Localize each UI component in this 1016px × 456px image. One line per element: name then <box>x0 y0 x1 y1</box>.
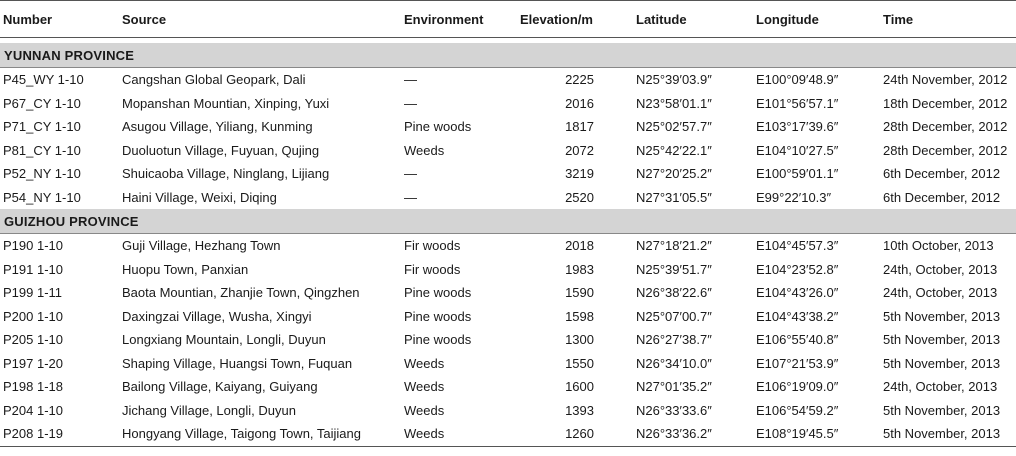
header-latitude: Latitude <box>633 1 753 38</box>
cell-time: 18th December, 2012 <box>883 95 1008 111</box>
cell-source: Mopanshan Mountian, Xinping, Yuxi <box>122 95 330 111</box>
cell-time: 5th November, 2013 <box>883 332 1001 348</box>
cell-environment: Weeds <box>401 422 520 446</box>
cell-environment: Pine woods <box>404 119 472 135</box>
cell-elevation: 2016 <box>565 95 594 111</box>
cell-number: P54_NY 1-10 <box>3 189 81 205</box>
cell-source: Bailong Village, Kaiyang, Guiyang <box>122 379 318 395</box>
cell-elevation: 1600 <box>565 379 594 395</box>
cell-environment: Fir woods <box>404 238 461 254</box>
cell-elevation: 1393 <box>565 402 594 418</box>
header-source: Source <box>119 1 401 38</box>
cell-source: Duoluotun Village, Fuyuan, Qujing <box>122 142 320 158</box>
table-row <box>0 352 1016 376</box>
cell-source: Baota Mountian, Zhanjie Town, Qingzhen <box>122 285 360 301</box>
cell-source: Asugou Village, Yiliang, Kunming <box>122 119 313 135</box>
cell-latitude: N27°01′35.2″ <box>636 379 712 395</box>
cell-environment: Weeds <box>404 379 445 395</box>
cell-time: 28th December, 2012 <box>883 119 1008 135</box>
cell-longitude: E106°54′59.2″ <box>756 402 839 418</box>
section-row <box>0 209 1016 234</box>
cell-latitude: N25°39′51.7″ <box>636 261 712 277</box>
cell-elevation: 2520 <box>565 189 594 205</box>
cell-elevation: 1260 <box>520 422 633 446</box>
table-header <box>0 1 1016 38</box>
table-row <box>0 305 1016 329</box>
cell-source: Daxingzai Village, Wusha, Xingyi <box>122 308 312 324</box>
cell-number: P199 1-11 <box>3 285 63 301</box>
cell-source: Guji Village, Hezhang Town <box>122 238 281 254</box>
cell-elevation: 1598 <box>565 308 594 324</box>
cell-latitude: N27°20′25.2″ <box>636 166 712 182</box>
cell-longitude: E104°43′38.2″ <box>756 308 839 324</box>
cell-longitude: E99°22′10.3″ <box>756 189 832 205</box>
section-title: GUIZHOU PROVINCE <box>0 209 1016 234</box>
cell-elevation: 1983 <box>565 261 594 277</box>
cell-longitude: E104°10′27.5″ <box>756 142 839 158</box>
cell-environment: — <box>404 166 417 182</box>
cell-longitude: E104°23′52.8″ <box>756 261 839 277</box>
cell-time: 24th, October, 2013 <box>883 379 998 395</box>
cell-elevation: 2225 <box>565 72 594 88</box>
cell-source: Jichang Village, Longli, Duyun <box>122 402 296 418</box>
cell-source: Longxiang Mountain, Longli, Duyun <box>122 332 326 348</box>
cell-time: 24th, October, 2013 <box>883 285 998 301</box>
table-row <box>0 422 1016 446</box>
cell-time: 24th, October, 2013 <box>883 261 998 277</box>
cell-latitude: N27°31′05.5″ <box>636 189 712 205</box>
cell-number: P191 1-10 <box>3 261 63 277</box>
cell-source: Shuicaoba Village, Ninglang, Lijiang <box>122 166 330 182</box>
cell-longitude: E104°45′57.3″ <box>756 238 839 254</box>
cell-number: P71_CY 1-10 <box>3 119 81 135</box>
cell-environment: — <box>404 95 417 111</box>
header-row <box>0 1 1016 38</box>
cell-environment: Weeds <box>404 355 445 371</box>
section-title: YUNNAN PROVINCE <box>0 43 1016 68</box>
cell-longitude: E101°56′57.1″ <box>756 95 839 111</box>
table-row <box>0 115 1016 139</box>
table-row <box>0 139 1016 163</box>
cell-time: 24th November, 2012 <box>883 72 1008 88</box>
cell-time: 5th November, 2013 <box>880 422 1016 446</box>
header-time: Time <box>880 1 1016 38</box>
cell-number: P190 1-10 <box>3 238 63 254</box>
cell-elevation: 1590 <box>565 285 594 301</box>
table-row <box>0 281 1016 305</box>
cell-time: 10th October, 2013 <box>883 238 994 254</box>
cell-longitude: E100°59′01.1″ <box>756 166 839 182</box>
section-row <box>0 43 1016 68</box>
cell-source: Haini Village, Weixi, Diqing <box>122 189 277 205</box>
cell-latitude: N25°02′57.7″ <box>636 119 712 135</box>
cell-source: Cangshan Global Geopark, Dali <box>122 72 306 88</box>
cell-latitude: N26°27′38.7″ <box>636 332 712 348</box>
cell-longitude: E106°55′40.8″ <box>756 332 839 348</box>
header-elevation: Elevation/m <box>520 1 633 38</box>
cell-elevation: 1817 <box>565 119 594 135</box>
cell-latitude: N25°42′22.1″ <box>636 142 712 158</box>
cell-time: 5th November, 2013 <box>883 355 1001 371</box>
cell-longitude: E106°19′09.0″ <box>756 379 839 395</box>
cell-latitude: N26°38′22.6″ <box>636 285 712 301</box>
table-row <box>0 186 1016 210</box>
cell-environment: Pine woods <box>404 332 472 348</box>
cell-longitude: E100°09′48.9″ <box>756 72 839 88</box>
cell-elevation: 2018 <box>565 238 594 254</box>
cell-time: 6th December, 2012 <box>883 166 1001 182</box>
cell-number: P204 1-10 <box>3 402 63 418</box>
table-row <box>0 328 1016 352</box>
table-row <box>0 234 1016 258</box>
header-longitude: Longitude <box>753 1 880 38</box>
cell-source: Hongyang Village, Taigong Town, Taijiang <box>119 422 401 446</box>
table-row <box>0 399 1016 423</box>
cell-elevation: 3219 <box>565 166 594 182</box>
cell-number: P45_WY 1-10 <box>3 72 84 88</box>
table-row <box>0 92 1016 116</box>
cell-number: P205 1-10 <box>3 332 63 348</box>
header-number: Number <box>0 1 119 38</box>
cell-source: Huopu Town, Panxian <box>122 261 249 277</box>
cell-longitude: E104°43′26.0″ <box>756 285 839 301</box>
cell-longitude: E107°21′53.9″ <box>756 355 839 371</box>
cell-latitude: N26°34′10.0″ <box>636 355 712 371</box>
cell-latitude: N25°39′03.9″ <box>636 72 712 88</box>
cell-time: 5th November, 2013 <box>883 308 1001 324</box>
cell-environment: Pine woods <box>404 308 472 324</box>
cell-longitude: E108°19′45.5″ <box>753 422 880 446</box>
table-row <box>0 68 1016 92</box>
cell-longitude: E103°17′39.6″ <box>756 119 839 135</box>
header-environment: Environment <box>401 1 520 38</box>
table-row <box>0 375 1016 399</box>
cell-latitude: N27°18′21.2″ <box>636 238 712 254</box>
cell-environment: — <box>404 189 417 205</box>
cell-number: P52_NY 1-10 <box>3 166 81 182</box>
cell-latitude: N25°07′00.7″ <box>636 308 712 324</box>
cell-number: P200 1-10 <box>3 308 63 324</box>
cell-environment: — <box>404 72 417 88</box>
cell-environment: Weeds <box>404 402 445 418</box>
table-row <box>0 258 1016 282</box>
cell-latitude: N23°58′01.1″ <box>636 95 712 111</box>
cell-time: 5th November, 2013 <box>883 402 1001 418</box>
cell-latitude: N26°33′36.2″ <box>633 422 753 446</box>
cell-elevation: 2072 <box>565 142 594 158</box>
cell-environment: Fir woods <box>404 261 461 277</box>
table-body <box>0 38 1016 447</box>
cell-time: 28th December, 2012 <box>883 142 1008 158</box>
cell-number: P67_CY 1-10 <box>3 95 81 111</box>
cell-number: P208 1-19 <box>0 422 119 446</box>
cell-number: P197 1-20 <box>3 355 63 371</box>
cell-environment: Weeds <box>404 142 445 158</box>
cell-number: P198 1-18 <box>3 379 63 395</box>
cell-number: P81_CY 1-10 <box>3 142 81 158</box>
cell-time: 6th December, 2012 <box>883 189 1001 205</box>
cell-source: Shaping Village, Huangsi Town, Fuquan <box>122 355 353 371</box>
cell-latitude: N26°33′33.6″ <box>636 402 712 418</box>
cell-elevation: 1300 <box>565 332 594 348</box>
table-row <box>0 162 1016 186</box>
cell-environment: Pine woods <box>404 285 472 301</box>
cell-elevation: 1550 <box>565 355 594 371</box>
